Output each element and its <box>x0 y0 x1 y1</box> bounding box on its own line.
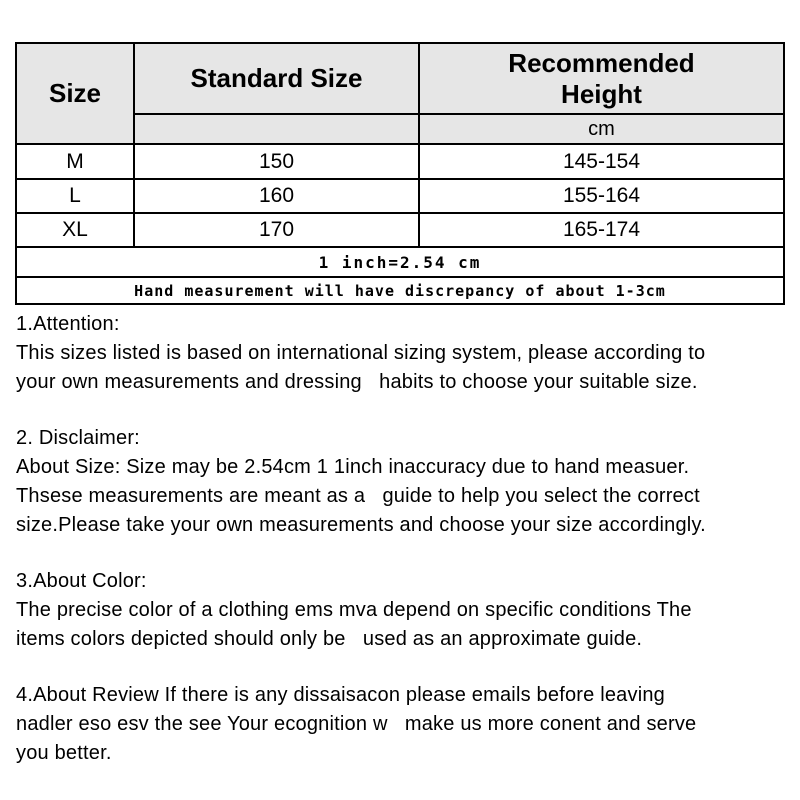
unit-cell-cm: cm <box>419 114 784 144</box>
section-heading: 2. Disclaimer: <box>16 427 140 449</box>
col-header-recommended-height <box>419 43 784 114</box>
section-attention <box>16 310 796 397</box>
note-line: your own measurements and dressing habits to choose your suitable size. <box>16 371 698 393</box>
section-about-review <box>16 681 796 768</box>
height-range-cell: 165-174 <box>419 213 784 247</box>
measurement-note: Hand measurement will have discrepancy of about 1-3cm <box>16 277 784 304</box>
height-range-cell: 145-154 <box>419 144 784 179</box>
standard-size-cell: 150 <box>134 144 419 179</box>
note-line: you better. <box>16 742 112 764</box>
note-line: 4.About Review If there is any dissaisacon please emails before leaving <box>16 684 665 706</box>
section-disclaimer <box>16 424 796 540</box>
height-range-cell: 155-164 <box>419 179 784 213</box>
table-row-m <box>16 144 784 179</box>
table-row-xl <box>16 213 784 247</box>
note-line: Thsese measurements are meant as a guide to help you select the correct <box>16 485 700 507</box>
section-heading: 1.Attention: <box>16 313 120 335</box>
section-heading: 3.About Color: <box>16 570 147 592</box>
standard-size-cell: 170 <box>134 213 419 247</box>
size-chart-table <box>15 42 785 305</box>
col-header-size: Size <box>16 43 134 144</box>
unit-cell-empty <box>134 114 419 144</box>
note-line: nadler eso esv the see Your ecognition w make us more conent and serve <box>16 713 697 735</box>
size-cell: M <box>16 144 134 179</box>
conversion-note-row <box>16 247 784 277</box>
note-line: size.Please take your own measurements and choose your size accordingly. <box>16 514 706 536</box>
recommended-height-label: Recommended Height <box>508 47 695 109</box>
col-header-standard-size: Standard Size <box>134 43 419 114</box>
header-row <box>16 43 784 114</box>
size-cell: XL <box>16 213 134 247</box>
size-cell: L <box>16 179 134 213</box>
table-row-l <box>16 179 784 213</box>
notes-block <box>16 310 796 795</box>
note-line: items colors depicted should only be used as an approximate guide. <box>16 628 643 650</box>
note-line: About Size: Size may be 2.54cm 1 1inch inaccuracy due to hand measuer. <box>16 456 690 478</box>
measurement-note-row <box>16 277 784 304</box>
note-line: This sizes listed is based on international sizing system, please according to <box>16 342 706 364</box>
conversion-note: 1 inch=2.54 cm <box>16 247 784 277</box>
note-line: The precise color of a clothing ems mva depend on specific conditions The <box>16 599 692 621</box>
standard-size-cell: 160 <box>134 179 419 213</box>
section-about-color <box>16 567 796 654</box>
